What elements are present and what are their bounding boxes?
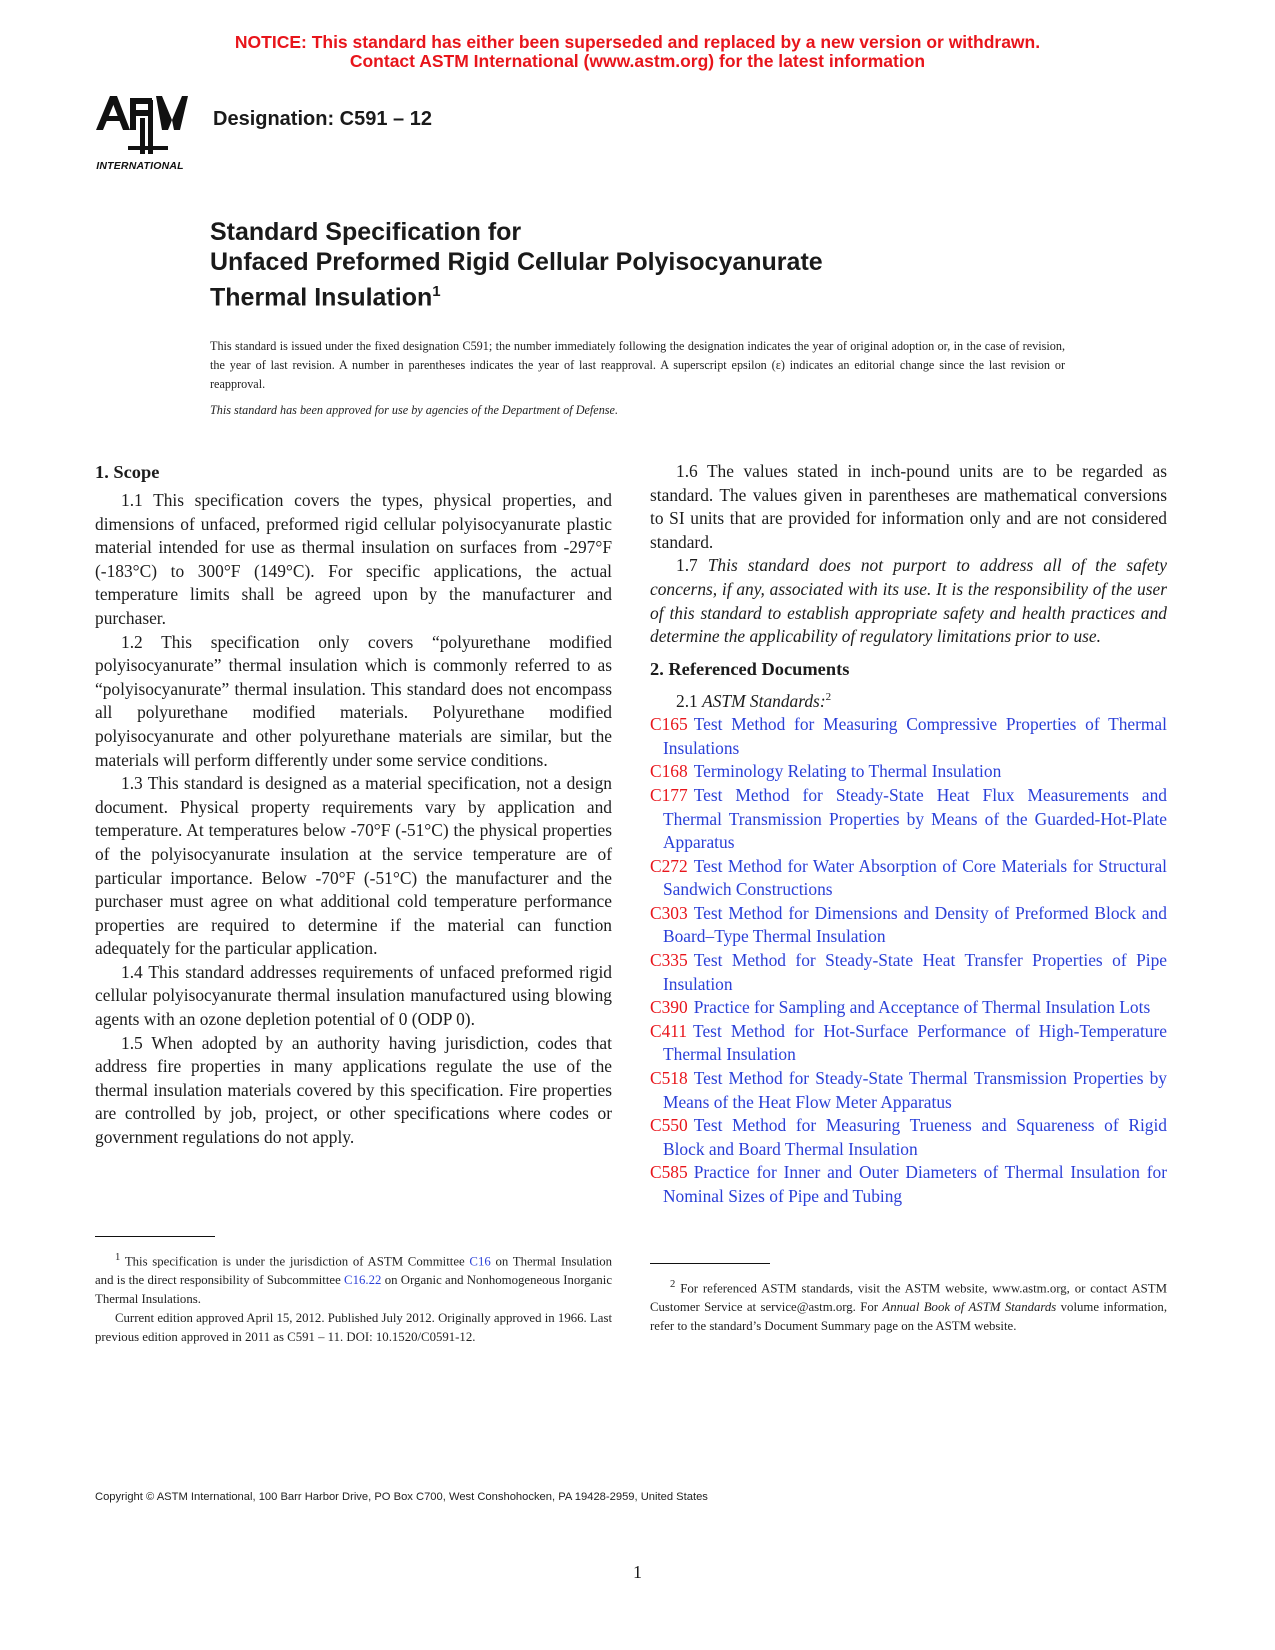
para-number: 2.1 bbox=[676, 690, 698, 711]
footnote-mark: 2 bbox=[670, 1279, 676, 1290]
reference-title-link[interactable]: Test Method for Steady-State Thermal Transmission Properties by Means of the Heat Flow Meter Apparatus bbox=[663, 1068, 1167, 1112]
reference-code-link[interactable]: C390 bbox=[650, 997, 688, 1018]
footnote-italic-text: Annual Book of ASTM Standards bbox=[882, 1300, 1057, 1315]
title-line-1: Standard Specification for bbox=[210, 218, 522, 246]
reference-item[interactable] bbox=[650, 1161, 1167, 1208]
title-line-3-text: Thermal Insulation bbox=[210, 283, 433, 312]
para-text: This specification only covers “polyurethane modified polyisocyanurate” thermal insulation which is commonly referred to as “polyisocyanurate” thermal insulation. This standard does not encompass all polyurethane modified materials. Polyurethane modified polyisocyanurate and other polyurethane materials are similar, but the materials will perform differently under some service conditions. bbox=[95, 631, 612, 770]
reference-item[interactable] bbox=[650, 784, 1167, 855]
para-text: When adopted by an authority having jurisdiction, codes that address fire properties in many applications regulate the use of the thermal insulation materials covered by this specification. Fire properties are controlled by job, project, or other specifications where codes or government regulations do not apply. bbox=[95, 1032, 612, 1148]
para-number: 1.4 bbox=[121, 961, 143, 982]
section-heading-referenced-documents: 2. Referenced Documents bbox=[650, 658, 850, 679]
committee-link[interactable]: C16 bbox=[469, 1254, 491, 1269]
reference-title-link[interactable]: Test Method for Steady-State Heat Transfer Properties of Pipe Insulation bbox=[663, 950, 1167, 994]
title-footnote-mark: 1 bbox=[432, 283, 441, 300]
title-line-2: Unfaced Preformed Rigid Cellular Polyisocyanurate bbox=[210, 248, 823, 276]
subhead-label: ASTM Standards: bbox=[702, 690, 826, 711]
issuance-note: This standard is issued under the fixed designation C591; the number immediately following the designation indicates the year of original adoption or, in the case of revision, the year of last revision. A number in parentheses indicates the year of last reapproval. A superscript epsilon (ε) indicates an editorial change since the last revision or reapproval. bbox=[210, 339, 1065, 391]
footnote-text: on Thermal Insulation and is the direct responsibility of Subcommittee bbox=[95, 1254, 612, 1288]
reference-title-link[interactable]: Test Method for Measuring Trueness and Squareness of Rigid Block and Board Thermal Insulation bbox=[663, 1115, 1167, 1159]
reference-item[interactable] bbox=[650, 855, 1167, 902]
reference-item[interactable] bbox=[650, 760, 1167, 784]
footnote-text: For referenced ASTM standards, visit the ASTM website, www.astm.org, or contact ASTM Customer Service at service@astm.org. For bbox=[650, 1281, 1167, 1315]
scope-paragraph-safety bbox=[650, 554, 1167, 648]
reference-code-link[interactable]: C335 bbox=[650, 950, 688, 971]
reference-title-link[interactable]: Terminology Relating to Thermal Insulation bbox=[693, 761, 1002, 782]
scope-paragraph bbox=[95, 961, 612, 1032]
reference-code-link[interactable]: C177 bbox=[650, 784, 688, 805]
para-text: The values stated in inch-pound units are to be regarded as standard. The values given in parentheses are mathematical conversions to SI units that are provided for information only and are not considered standard. bbox=[650, 461, 1167, 552]
title-line-3 bbox=[210, 277, 823, 312]
reference-item[interactable] bbox=[650, 949, 1167, 996]
document-title bbox=[210, 217, 823, 312]
reference-item[interactable] bbox=[650, 902, 1167, 949]
para-text: This standard does not purport to address all of the safety concerns, if any, associated with its use. It is the responsibility of the user of this standard to establish appropriate safety and health practices and determine the applicability of regulatory limitations prior to use. bbox=[650, 555, 1167, 647]
reference-title-link[interactable]: Test Method for Dimensions and Density of Preformed Block and Board–Type Thermal Insulation bbox=[663, 902, 1167, 947]
scope-paragraph bbox=[95, 1032, 612, 1150]
footnote-mark: 1 bbox=[115, 1252, 121, 1263]
copyright-line: Copyright © ASTM International, 100 Barr Harbor Drive, PO Box C700, West Conshohocken, PA 19428-2959, United States bbox=[95, 1491, 708, 1503]
reference-code-link[interactable]: C272 bbox=[650, 855, 688, 876]
dod-approval-note: This standard has been approved for use by agencies of the Department of Defense. bbox=[210, 403, 618, 417]
para-number: 1.1 bbox=[121, 490, 143, 510]
reference-code-link[interactable]: C165 bbox=[650, 714, 688, 735]
footnote-2-text bbox=[650, 1275, 1167, 1336]
reference-code-link[interactable]: C303 bbox=[650, 902, 688, 923]
reference-code-link[interactable]: C518 bbox=[650, 1068, 688, 1089]
astm-logo bbox=[90, 90, 190, 180]
reference-title-link[interactable]: Test Method for Hot-Surface Performance of High-Temperature Thermal Insulation bbox=[663, 1020, 1167, 1065]
para-number: 1.5 bbox=[121, 1032, 143, 1053]
logo-wordmark: INTERNATIONAL bbox=[96, 160, 184, 172]
para-number: 1.7 bbox=[676, 555, 698, 576]
right-column bbox=[650, 460, 1167, 1209]
footnote-text: volume information, refer to the standard’s Document Summary page on the ASTM website. bbox=[650, 1300, 1168, 1334]
reference-title-link[interactable]: Practice for Inner and Outer Diameters of Thermal Insulation for Nominal Sizes of Pipe and Tubing bbox=[663, 1162, 1167, 1207]
footnote-2 bbox=[650, 1275, 1167, 1336]
astm-emblem-icon bbox=[90, 90, 190, 162]
reference-code-link[interactable]: C411 bbox=[650, 1020, 688, 1041]
page-number: 1 bbox=[633, 1562, 642, 1582]
reference-code-link[interactable]: C550 bbox=[650, 1115, 688, 1136]
reference-item[interactable] bbox=[650, 1020, 1167, 1067]
para-number: 1.6 bbox=[676, 461, 698, 481]
footnote-1-edition: Current edition approved April 15, 2012. Published July 2012. Originally approved in 1966. Last previous edition approved in 2011 as C591 – 11. DOI: 10.1520/C0591-12. bbox=[95, 1311, 612, 1345]
para-text: This standard addresses requirements of unfaced preformed rigid cellular polyisocyanurate thermal insulation manufactured using blowing agents with an ozone depletion potential of 0 (ODP 0). bbox=[95, 961, 612, 1030]
para-number: 1.2 bbox=[121, 631, 143, 652]
footnote-1-jurisdiction bbox=[95, 1248, 612, 1309]
designation: Designation: C591 – 12 bbox=[213, 108, 432, 130]
notice-line-2: Contact ASTM International (www.astm.org) for the latest information bbox=[349, 51, 926, 71]
para-text: This standard is designed as a material specification, not a design document. Physical property requirements vary by application and temperature. At temperatures below -70°F (-51°C) the physical properties of the polyisocyanurate insulation at the service temperature are of particular importance. Below -70°F (-51°C) the manufacturer and the purchaser must agree on what additional cold temperature performance properties are required to determine if the material can function adequately for the particular application. bbox=[95, 773, 612, 959]
scope-paragraph bbox=[95, 631, 612, 773]
footnote-text: on Organic and Nonhomogeneous Inorganic Thermal Insulations. bbox=[95, 1273, 613, 1307]
left-column bbox=[95, 460, 612, 1150]
scope-paragraph bbox=[95, 489, 612, 631]
para-number: 1.3 bbox=[121, 773, 143, 794]
reference-code-link[interactable]: C168 bbox=[650, 761, 688, 782]
subcommittee-link[interactable]: C16.22 bbox=[344, 1273, 382, 1288]
para-text: This specification covers the types, physical properties, and dimensions of unfaced, preformed rigid cellular polyisocyanurate plastic material intended for use as thermal insulation on surfaces from -297°F (-183°C) to 300°F (149°C). For specific applications, the actual temperature limits shall be agreed upon by the manufacturer and purchaser. bbox=[95, 490, 612, 628]
reference-title-link[interactable]: Test Method for Steady-State Heat Flux Measurements and Thermal Transmission Properties by Means of the Guarded-Hot-Plate Apparatus bbox=[663, 784, 1167, 853]
footnote-text: This specification is under the jurisdiction of ASTM Committee bbox=[124, 1254, 465, 1269]
footnote-1 bbox=[95, 1248, 612, 1347]
scope-paragraph bbox=[95, 772, 612, 961]
footnote-divider bbox=[95, 1236, 215, 1237]
notice-line-1: NOTICE: This standard has either been superseded and replaced by a new version or withdrawn. bbox=[234, 32, 1041, 52]
footnote-mark: 2 bbox=[825, 690, 832, 703]
reference-item[interactable] bbox=[650, 713, 1167, 760]
reference-item[interactable] bbox=[650, 1067, 1167, 1114]
reference-item[interactable] bbox=[650, 996, 1167, 1020]
scope-paragraph bbox=[650, 460, 1167, 554]
reference-title-link[interactable]: Test Method for Measuring Compressive Properties of Thermal Insulations bbox=[663, 714, 1167, 758]
footnote-divider bbox=[650, 1263, 770, 1264]
astm-standards-subhead bbox=[650, 686, 1167, 713]
reference-title-link[interactable]: Test Method for Water Absorption of Core Materials for Structural Sandwich Constructions bbox=[663, 855, 1167, 900]
section-heading-scope: 1. Scope bbox=[95, 462, 160, 482]
reference-title-link[interactable]: Practice for Sampling and Acceptance of Thermal Insulation Lots bbox=[693, 997, 1151, 1018]
withdrawal-notice bbox=[0, 33, 1275, 71]
reference-code-link[interactable]: C585 bbox=[650, 1162, 688, 1183]
referenced-standards-list bbox=[650, 713, 1167, 1208]
reference-item[interactable] bbox=[650, 1114, 1167, 1161]
